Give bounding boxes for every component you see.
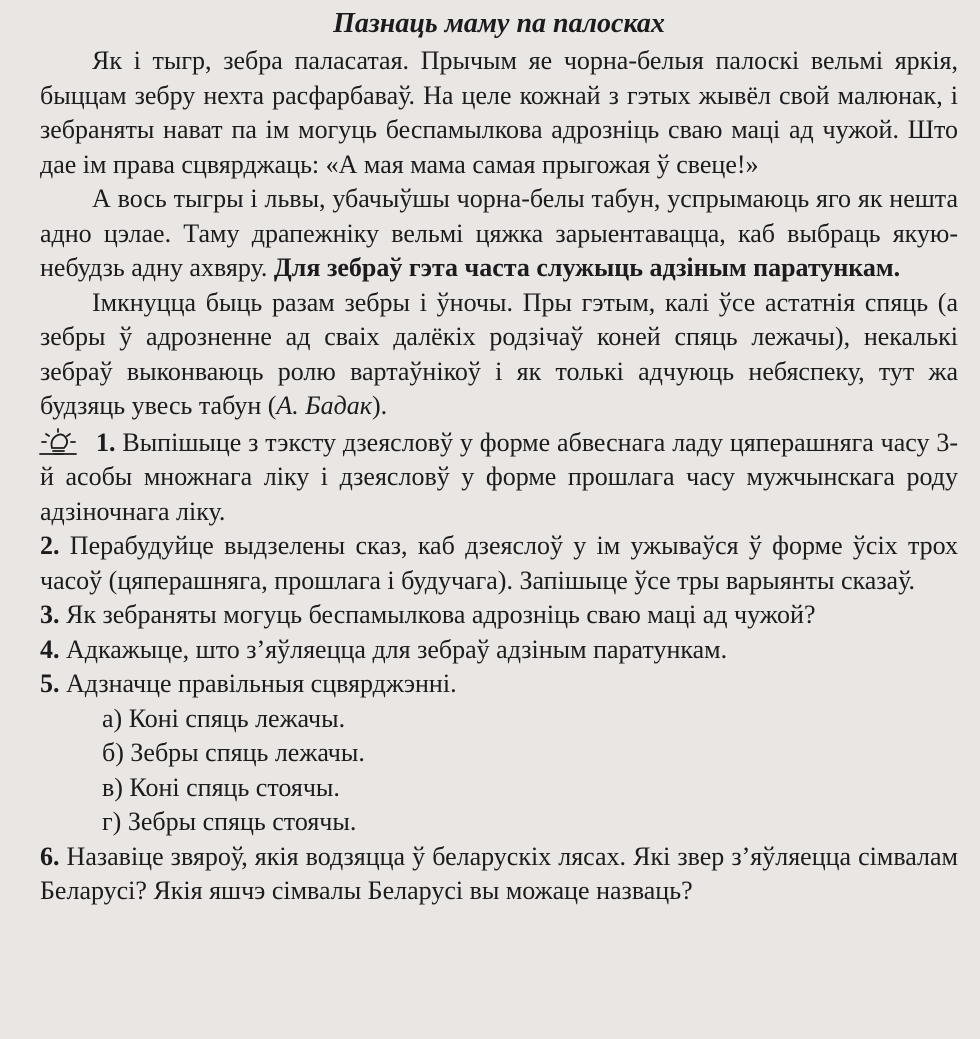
task-text: Выпішыце з тэксту дзеясловў у форме абвеснага ладу цяперашняга часу 3-й асобы множнага ліку і дзеясловў у форме прошлага часу мужчынскага роду адзіночнага ліку. bbox=[40, 427, 958, 526]
task-5-options bbox=[40, 702, 958, 840]
task-6 bbox=[40, 840, 958, 909]
task-text: Як зебраняты могуць беспамылкова адрозніць сваю маці ад чужой? bbox=[66, 600, 816, 629]
option-b: б) Зебры спяць лежачы. bbox=[102, 738, 365, 767]
paragraph-3-text: Імкнуцца быць разам зебры і ўночы. Пры гэтым, калі ўсе астатнія спяць (а зебры ў адрозненне ад сваіх далёкіх родзічаў коней спяць лежачы), некалькі зебраў выконваюць ролю вартаўнікоў і як толькі адчуюць небяспеку, тут жа будзяць увесь табун ( bbox=[40, 287, 958, 420]
paragraph-3 bbox=[40, 286, 958, 424]
task-text: Назавіце звяроў, якія водзяцца ў беларускіх лясах. Які звер з’яўляецца сімвалам Беларусі? Якія яшчэ сімвалы Беларусі вы можаце назваць? bbox=[40, 841, 958, 905]
paragraph-3-end: ). bbox=[371, 391, 388, 420]
task-number: 6. bbox=[40, 841, 60, 871]
tasks-list bbox=[40, 426, 958, 909]
task-3 bbox=[40, 598, 958, 633]
task-text: Перабудуйце выдзелены сказ, каб дзеяслоў у ім ужываўся ў форме ўсіх трох часоў (цяперашняга, прошлага і будучага). Запішыце ўсе тры варыянты сказаў. bbox=[40, 531, 958, 595]
page-title: Пазнаць маму па палосках bbox=[333, 8, 665, 39]
highlighted-sentence: Для зебраў гэта часта служыць адзіным паратункам. bbox=[273, 253, 901, 282]
task-text: Адзначце правільныя сцвярджэнні. bbox=[66, 669, 457, 698]
task-number: 4. bbox=[40, 634, 60, 664]
task-number: 5. bbox=[40, 669, 60, 698]
task-number: 3. bbox=[40, 600, 60, 629]
author-name: А. Бадак bbox=[276, 391, 372, 420]
task-number: 1. bbox=[96, 427, 116, 457]
task-2 bbox=[40, 529, 958, 598]
option-d: г) Зебры спяць стоячы. bbox=[102, 807, 357, 836]
paragraph-2-text: А вось тыгры і львы, убачыўшы чорна-белы табун, успрымаюць яго як нешта адно цэлае. Таму драпежніку вельмі цяжка зарыентавацца, каб выбраць якую-небудзь адну ахвяру. bbox=[40, 184, 958, 282]
option-a: а) Коні спяць лежачы. bbox=[102, 703, 346, 733]
paragraph-2 bbox=[40, 182, 958, 286]
task-5 bbox=[40, 667, 958, 702]
task-4 bbox=[40, 633, 958, 668]
task-1 bbox=[40, 426, 958, 530]
paragraph-1: Як і тыгр, зебра паласатая. Прычым яе чорна-белыя палоскі вельмі яркія, быццам зебру нехта расфарбаваў. На целе кожнай з гэтых жывёл свой малюнак, і зебраняты нават па ім могуць беспамылкова адрозніць сваю маці ад чужой. Што дае ім права сцвярджаць: «А мая мама самая прыгожая ў свеце!» bbox=[40, 46, 958, 179]
task-number: 2. bbox=[40, 531, 60, 560]
task-text: Адкажыце, што з’яўляецца для зебраў адзіным паратункам. bbox=[66, 634, 728, 664]
lightbulb-icon bbox=[38, 428, 78, 458]
option-c: в) Коні спяць стоячы. bbox=[102, 772, 340, 802]
